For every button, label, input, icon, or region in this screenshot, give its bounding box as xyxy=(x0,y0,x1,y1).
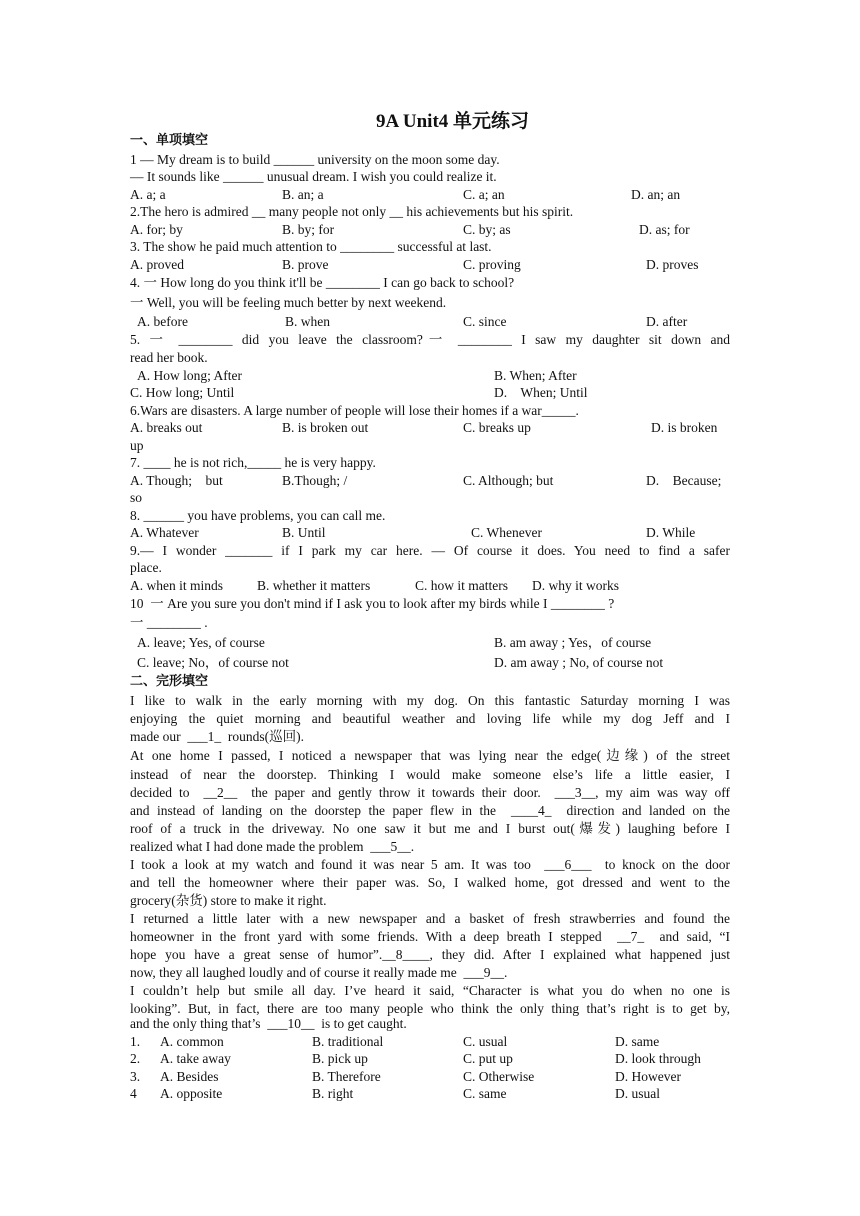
section-heading-cloze: 二、完形填空 xyxy=(130,674,209,689)
cloze-option-a: A. common xyxy=(160,1034,224,1049)
q9-option-c: C. how it matters xyxy=(415,578,508,593)
q9-option-b: B. whether it matters xyxy=(257,578,371,593)
passage-line: I returned a little later with a new newspaper and a basket of fresh strawberries and found the xyxy=(130,911,730,926)
q7-option-b: B.Though; / xyxy=(282,473,348,488)
passage-line: decided to __2__ the paper and gently throw it towards their door. ___3__, my aim was way off xyxy=(130,785,730,800)
cloze-option-c: C. same xyxy=(463,1086,507,1101)
q10-option-d: D. am away ; No, of course not xyxy=(494,655,664,670)
q8-option-a: A. Whatever xyxy=(130,525,199,540)
cloze-option-c: C. put up xyxy=(463,1051,513,1066)
passage-line: hope you have a great sense of humor”.__8____, they did. After I explained what happened just xyxy=(130,947,730,962)
cloze-option-a: A. take away xyxy=(160,1051,231,1066)
cloze-number: 4 xyxy=(130,1086,137,1101)
q2-option-b: B. by; for xyxy=(282,222,335,237)
cloze-option-c: C. Otherwise xyxy=(463,1069,535,1084)
cloze-option-b: B. Therefore xyxy=(312,1069,381,1084)
passage-line: looking”. But, in fact, there are too many people who think the only thing that’s right is to get by, xyxy=(130,1001,730,1016)
q3-option-a: A. proved xyxy=(130,257,184,272)
cloze-number: 1. xyxy=(130,1034,141,1049)
cloze-option-a: A. opposite xyxy=(160,1086,223,1101)
q7-option-d-wrap: so xyxy=(130,490,143,505)
question-3: 3. The show he paid much attention to ________ successful at last. xyxy=(130,239,492,254)
section-heading-single-choice: 一、单项填空 xyxy=(130,133,209,148)
cloze-option-c: C. usual xyxy=(463,1034,508,1049)
q6-option-b: B. is broken out xyxy=(282,420,369,435)
q1-option-d: D. an; an xyxy=(631,187,681,202)
passage-line: I like to walk in the early morning with my dog. On this fantastic Saturday morning I was xyxy=(130,693,730,708)
q7-option-a: A. Though; but xyxy=(130,473,223,488)
question-9-line-2: place. xyxy=(130,560,162,575)
q9-option-d: D. why it works xyxy=(532,578,619,593)
q1-option-a: A. a; a xyxy=(130,187,166,202)
question-4-line-2: 一 Well, you will be feeling much better by next weekend. xyxy=(130,295,447,310)
question-1-line-2: — It sounds like ______ unusual dream. I wish you could realize it. xyxy=(130,169,497,184)
question-10-line-1: 10 一 Are you sure you don't mind if I ask you to look after my birds while I ________ ? xyxy=(130,596,615,611)
passage-line: now, they all laughed loudly and of course it really made me ___9__. xyxy=(130,965,508,980)
q4-option-b: B. when xyxy=(285,314,330,329)
cloze-option-d: D. same xyxy=(615,1034,660,1049)
question-4-line-1: 4. 一 How long do you think it'll be ________ I can go back to school? xyxy=(130,275,515,290)
q5-option-c: C. How long; Until xyxy=(130,385,235,400)
question-5-line-1: 5. 一 ________ did you leave the classroom?一 ________ I saw my daughter sit down and xyxy=(130,332,730,347)
q1-option-c: C. a; an xyxy=(463,187,505,202)
q6-option-d: D. is broken xyxy=(651,420,718,435)
q10-option-b: B. am away ; Yes，of course xyxy=(494,635,652,650)
q3-option-b: B. prove xyxy=(282,257,329,272)
cloze-option-a: A. Besides xyxy=(160,1069,219,1084)
q5-option-d: D. When; Until xyxy=(494,385,588,400)
q6-option-c: C. breaks up xyxy=(463,420,531,435)
q5-option-a: A. How long; After xyxy=(137,368,242,383)
passage-line: At one home I passed, I noticed a newspaper that was lying near the edge(边缘) of the street xyxy=(130,748,730,763)
q9-option-a: A. when it minds xyxy=(130,578,223,593)
passage-line: roof of a truck in the driveway. No one saw it but me and I burst out(爆发) laughing before I xyxy=(130,821,730,836)
passage-line: homeowner in the front yard with some friends. With a deep breath I stepped __7_ and said, “I xyxy=(130,929,730,944)
cloze-option-b: B. traditional xyxy=(312,1034,384,1049)
question-6: 6.Wars are disasters. A large number of people will lose their homes if a war_____. xyxy=(130,403,579,418)
cloze-option-b: B. right xyxy=(312,1086,354,1101)
cloze-option-d: D. look through xyxy=(615,1051,701,1066)
cloze-option-d: D. usual xyxy=(615,1086,660,1101)
cloze-number: 2. xyxy=(130,1051,141,1066)
passage-line: and tell the homeowner where their paper was. So, I walked home, got dressed and went to the xyxy=(130,875,730,890)
cloze-option-d: D. However xyxy=(615,1069,681,1084)
passage-line: and instead of landing on the doorstep the paper flew in the ____4_ direction and landed on the xyxy=(130,803,730,818)
q8-option-c: C. Whenever xyxy=(471,525,542,540)
passage-line: realized what I had done made the problem ___5__. xyxy=(130,839,415,854)
q2-option-c: C. by; as xyxy=(463,222,511,237)
question-7: 7. ____ he is not rich,_____ he is very happy. xyxy=(130,455,376,470)
passage-line: instead of near the doorstep. Thinking I would make someone else’s life a little easier, I xyxy=(130,767,730,782)
q6-option-a: A. breaks out xyxy=(130,420,203,435)
page-title: 9A Unit4 单元练习 xyxy=(375,111,530,132)
question-2: 2.The hero is admired __ many people not only __ his achievements but his spirit. xyxy=(130,204,574,219)
q4-option-d: D. after xyxy=(646,314,688,329)
question-8: 8. ______ you have problems, you can call me. xyxy=(130,508,386,523)
passage-line: enjoying the quiet morning and beautiful weather and loving life while my dog Jeff and I xyxy=(130,711,730,726)
question-5-line-2: read her book. xyxy=(130,350,208,365)
q7-option-c: C. Although; but xyxy=(463,473,554,488)
q3-option-c: C. proving xyxy=(463,257,521,272)
q8-option-d: D. While xyxy=(646,525,696,540)
q2-option-a: A. for; by xyxy=(130,222,183,237)
q3-option-d: D. proves xyxy=(646,257,699,272)
passage-line: I took a look at my watch and found it was near 5 am. It was too ___6___ to knock on the door xyxy=(130,857,730,872)
q10-option-c: C. leave; No，of course not xyxy=(137,655,289,670)
q10-option-a: A. leave; Yes, of course xyxy=(137,635,265,650)
passage-line: and the only thing that’s ___10__ is to get caught. xyxy=(130,1016,407,1031)
question-1-line-1: 1 — My dream is to build ______ university on the moon some day. xyxy=(130,152,500,167)
q6-option-d-wrap: up xyxy=(130,438,144,453)
q4-option-c: C. since xyxy=(463,314,507,329)
q5-option-b: B. When; After xyxy=(494,368,577,383)
q1-option-b: B. an; a xyxy=(282,187,324,202)
passage-line: made our ___1_ rounds(巡回). xyxy=(130,729,304,744)
q8-option-b: B. Until xyxy=(282,525,326,540)
q7-option-d: D. Because; xyxy=(646,473,722,488)
question-10-line-2: 一 ________ . xyxy=(130,615,208,630)
passage-line: grocery(杂货) store to make it right. xyxy=(130,893,327,908)
q4-option-a: A. before xyxy=(137,314,188,329)
q2-option-d: D. as; for xyxy=(639,222,690,237)
cloze-option-b: B. pick up xyxy=(312,1051,368,1066)
passage-line: I couldn’t help but smile all day. I’ve heard it said, “Character is what you do when no one is xyxy=(130,983,730,998)
question-9-line-1: 9.— I wonder _______ if I park my car here. — Of course it does. You need to find a safer xyxy=(130,543,730,558)
cloze-number: 3. xyxy=(130,1069,141,1084)
